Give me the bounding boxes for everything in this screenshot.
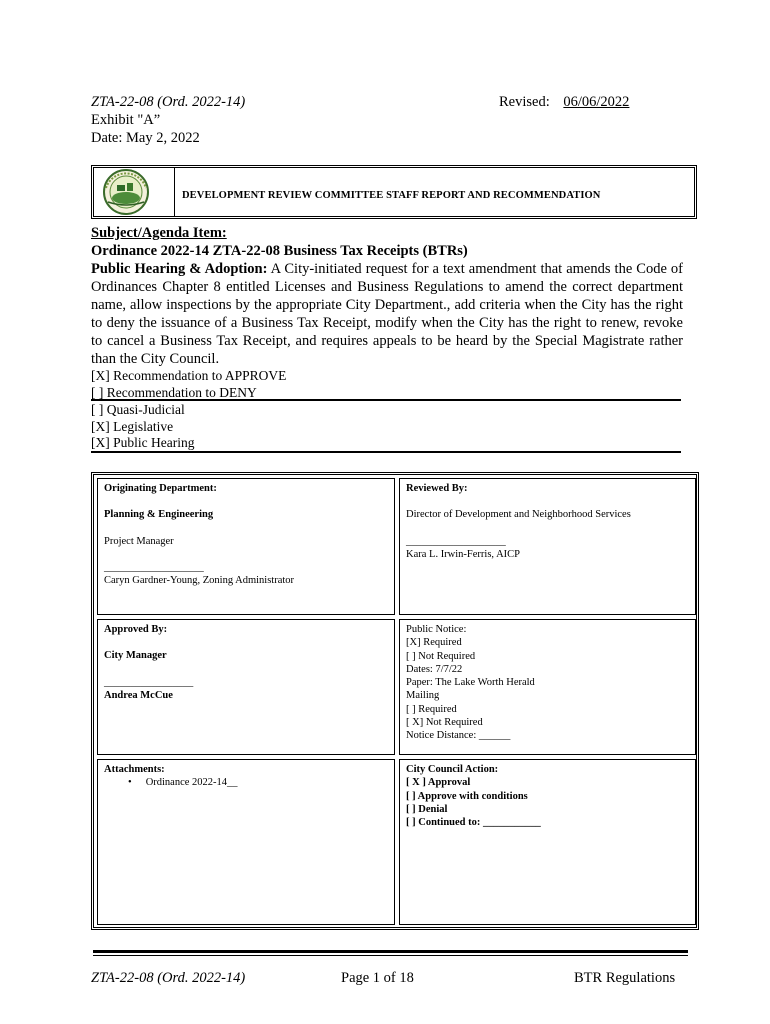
reviewed-by-cell bbox=[399, 478, 696, 615]
notice-paper: Paper: The Lake Worth Herald bbox=[406, 677, 535, 689]
reviewer-signature-line: ___________________ bbox=[406, 535, 506, 547]
hearing-type-list bbox=[91, 402, 194, 452]
originating-signature-line: ___________________ bbox=[104, 561, 204, 573]
revised-label: Revised: bbox=[499, 94, 550, 110]
approved-by-cell bbox=[97, 619, 395, 755]
subject-title: Ordinance 2022-14 ZTA-22-08 Business Tax Receipts (BTRs) bbox=[91, 243, 468, 259]
project-manager-label: Project Manager bbox=[104, 535, 174, 547]
city-seal-cell bbox=[94, 168, 175, 216]
footer-topic: BTR Regulations bbox=[574, 970, 676, 986]
council-continued: [ ] Continued to: ___________ bbox=[406, 817, 541, 829]
page-number: Page 1 of 18 bbox=[341, 970, 414, 986]
recommendation-approve: [X] Recommendation to APPROVE bbox=[91, 368, 287, 383]
mailing-label: Mailing bbox=[406, 690, 440, 702]
section-divider bbox=[91, 399, 681, 401]
mailing-not-required: [ X] Not Required bbox=[406, 717, 483, 729]
subject-lead: Public Hearing & Adoption: bbox=[91, 261, 268, 277]
attachment-label: Ordinance 2022-14__ bbox=[145, 777, 238, 789]
public-notice-cell bbox=[399, 619, 696, 755]
originating-department: Planning & Engineering bbox=[104, 509, 214, 521]
report-banner bbox=[91, 165, 697, 219]
approved-heading: Approved By: bbox=[104, 624, 168, 635]
subject-body: A City-initiated request for a text amendment that amends the Code of Ordinances Chapter 8 entitled Licenses and Business Regulations to amend the correct department name, allow inspections by the appropriate City Department., add criteria when the City has the right to deny the issuance of a Business Tax Receipt, modify when the City has the right to renew, revoke to cancel a Business Tax Receipt, and requires appeals to be heard by the Special Magistrate rather than the City Council. bbox=[91, 261, 683, 367]
city-seal-logo bbox=[94, 168, 174, 216]
attachment-item bbox=[104, 776, 388, 789]
attachments-heading: Attachments: bbox=[104, 764, 165, 775]
subject-heading: Subject/Agenda Item: bbox=[91, 225, 227, 241]
review-grid bbox=[91, 472, 699, 930]
section-divider-bottom bbox=[91, 451, 681, 453]
mailing-required: [ ] Required bbox=[406, 703, 457, 715]
reviewer-name: Kara L. Irwin-Ferris, AICP bbox=[406, 548, 521, 560]
bullet-icon: • bbox=[128, 777, 132, 789]
council-denial: [ ] Denial bbox=[406, 803, 448, 815]
notice-heading: Public Notice: bbox=[406, 624, 467, 635]
quasi-judicial-check: [ ] Quasi-Judicial bbox=[91, 402, 185, 417]
notice-distance: Notice Distance: ______ bbox=[406, 730, 511, 742]
originating-name: Caryn Gardner-Young, Zoning Administrator bbox=[104, 575, 295, 587]
subject-description bbox=[91, 260, 683, 368]
footer-reference: ZTA-22-08 (Ord. 2022-14) bbox=[91, 970, 246, 986]
footer-rule bbox=[93, 950, 688, 953]
council-approve-conditions: [ ] Approve with conditions bbox=[406, 790, 528, 802]
exhibit-label: Exhibit "A” bbox=[91, 112, 161, 128]
document-reference: ZTA-22-08 (Ord. 2022-14) bbox=[91, 94, 246, 110]
approver-role: City Manager bbox=[104, 650, 167, 662]
document-date: Date: May 2, 2022 bbox=[91, 130, 200, 146]
approver-name: Andrea McCue bbox=[104, 689, 173, 701]
attachments-cell bbox=[97, 759, 395, 925]
legislative-check: [X] Legislative bbox=[91, 418, 174, 434]
recommendation-deny: [ ] Recommendation to DENY bbox=[91, 384, 257, 400]
approver-signature-line: _________________ bbox=[104, 676, 194, 688]
banner-title: DEVELOPMENT REVIEW COMMITTEE STAFF REPORT AND RECOMMENDATION bbox=[182, 190, 601, 201]
revised-block bbox=[499, 93, 629, 111]
council-approval: [ X ] Approval bbox=[406, 777, 471, 789]
footer-rule-thin bbox=[93, 955, 688, 956]
reviewed-heading: Reviewed By: bbox=[406, 483, 468, 494]
notice-not-required: [ ] Not Required bbox=[406, 650, 476, 662]
council-heading: City Council Action: bbox=[406, 764, 499, 775]
subject-section bbox=[91, 224, 683, 401]
public-hearing-check: [X] Public Hearing bbox=[91, 435, 195, 450]
originating-department-cell bbox=[97, 478, 395, 615]
council-action-cell bbox=[399, 759, 696, 925]
originating-heading: Originating Department: bbox=[104, 483, 217, 494]
reviewer-title: Director of Development and Neighborhood Services bbox=[406, 509, 631, 521]
notice-dates: Dates: 7/7/22 bbox=[406, 663, 463, 675]
revised-date: 06/06/2022 bbox=[563, 94, 630, 110]
notice-required: [X] Required bbox=[406, 637, 462, 649]
